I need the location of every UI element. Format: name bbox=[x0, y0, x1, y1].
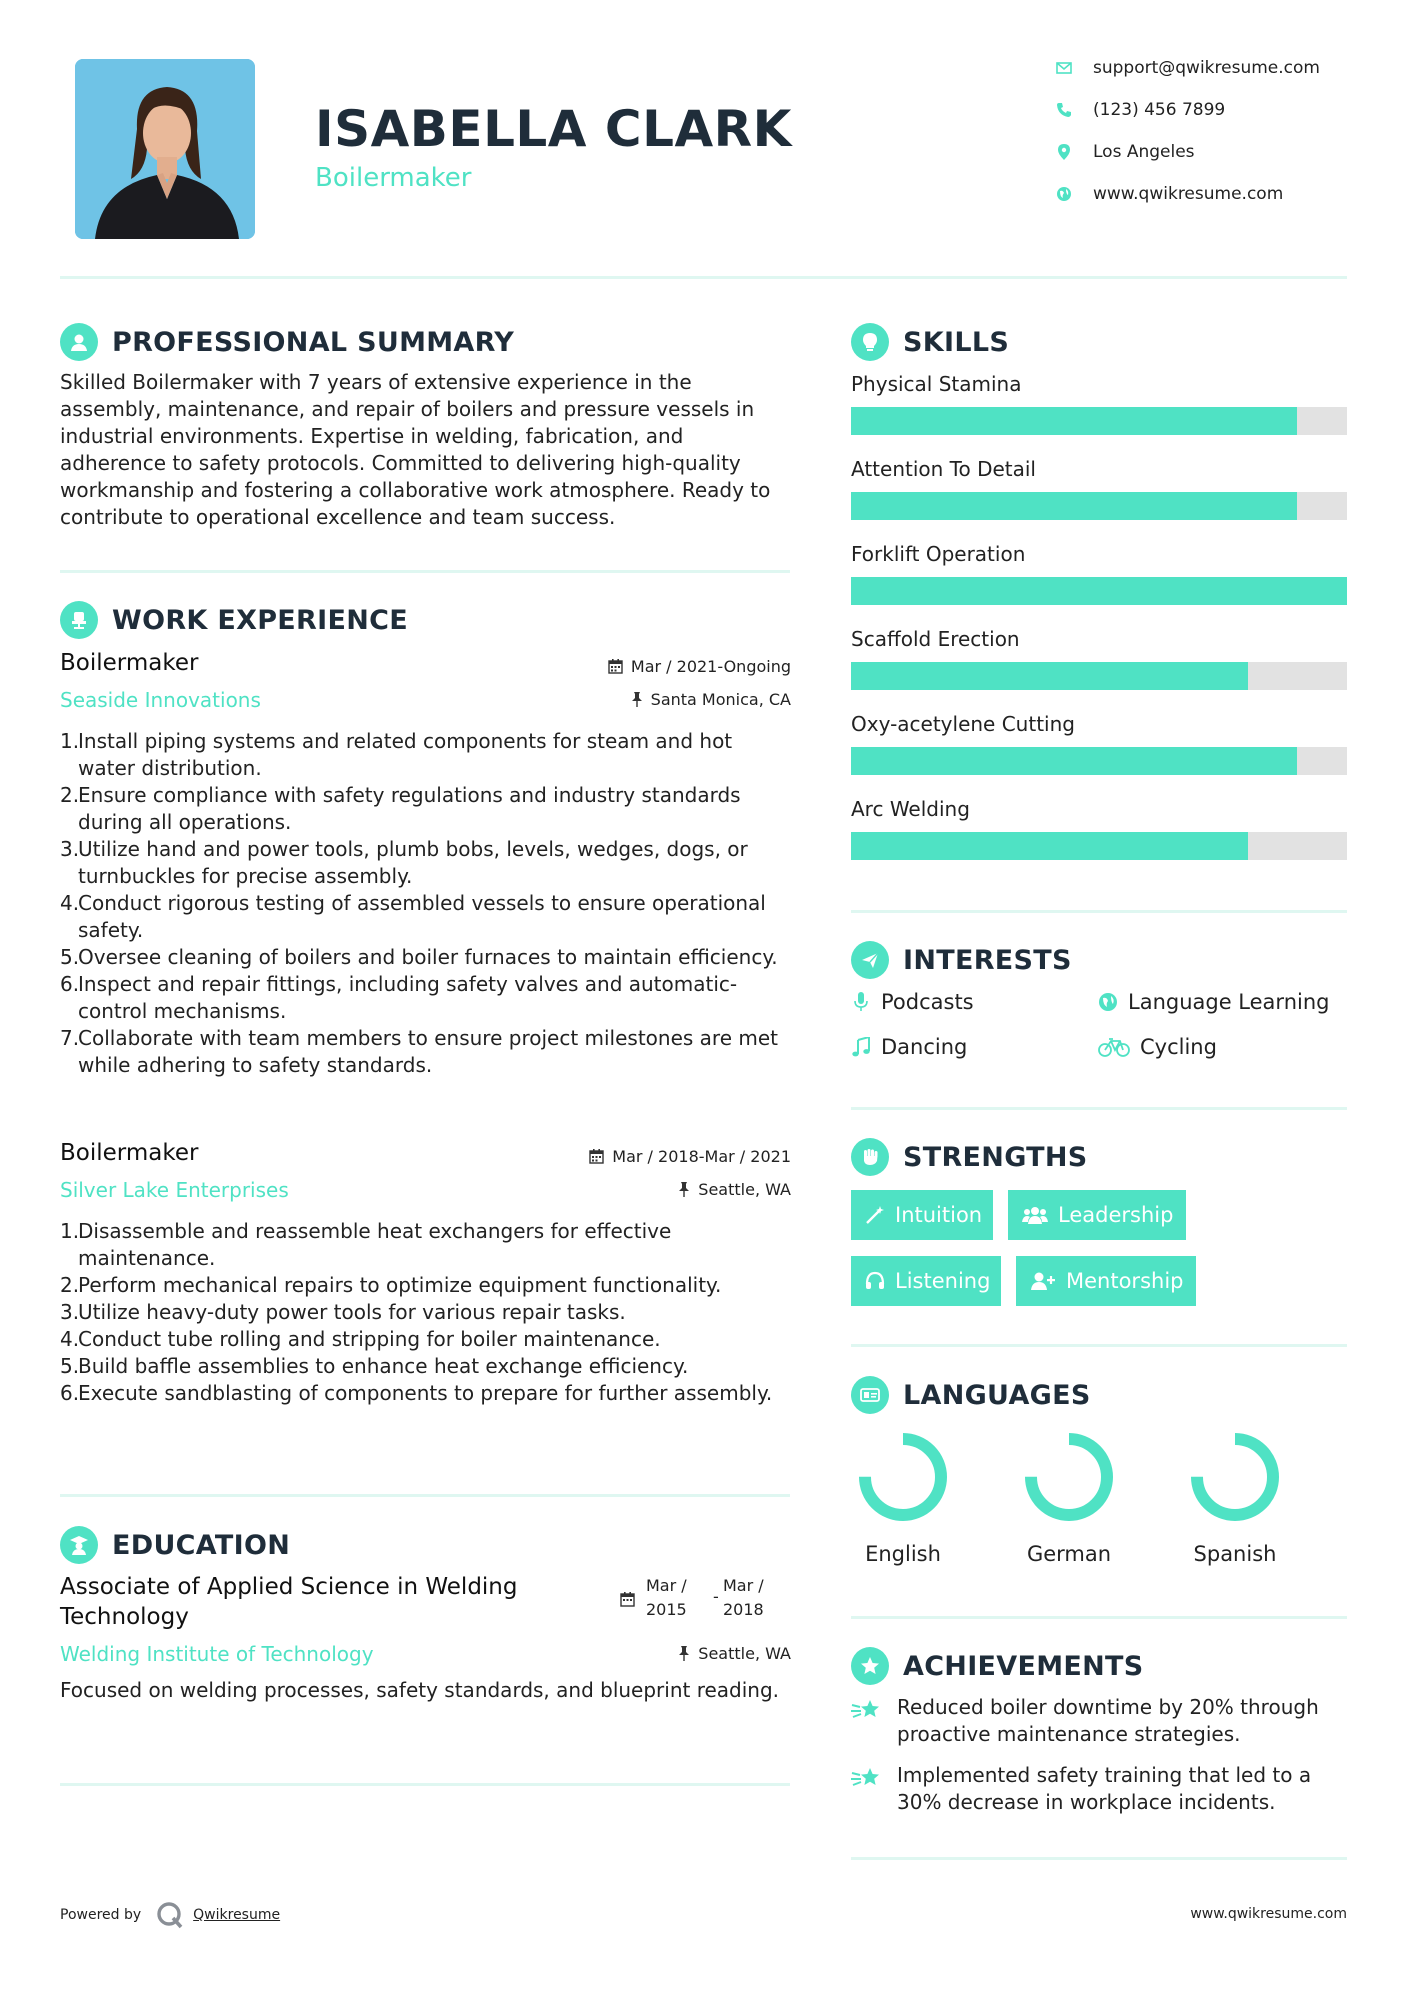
list-item: 3. Utilize heavy-duty power tools for various repair tasks. bbox=[60, 1300, 626, 1324]
interest-language-learning bbox=[1098, 990, 1329, 1014]
skill-label: Scaffold Erection bbox=[851, 627, 1020, 651]
job-1-company: Seaside Innovations bbox=[60, 688, 261, 712]
map-pin-icon bbox=[1055, 143, 1073, 161]
skill-bar-fill bbox=[851, 662, 1248, 690]
job-2-location bbox=[540, 1180, 791, 1199]
list-item: 6. Execute sandblasting of components to prepare for further assembly. bbox=[60, 1381, 773, 1405]
job-2-date bbox=[540, 1147, 791, 1166]
contact-phone[interactable] bbox=[1055, 100, 1225, 120]
skill-bar-fill bbox=[851, 747, 1297, 775]
achievement-item: Implemented safety training that led to a 30% decrease in workplace incidents. bbox=[851, 1762, 1347, 1816]
achievements-divider bbox=[851, 1857, 1347, 1860]
strengths-divider bbox=[851, 1344, 1347, 1347]
magic-wand-icon bbox=[865, 1205, 885, 1225]
globe-icon bbox=[1055, 185, 1073, 203]
languages-divider bbox=[851, 1616, 1347, 1619]
skill-label: Forklift Operation bbox=[851, 542, 1026, 566]
language-ring bbox=[1190, 1432, 1280, 1522]
languages-title: LANGUAGES bbox=[903, 1379, 1091, 1411]
interests-divider bbox=[851, 1107, 1347, 1110]
headphones-icon bbox=[865, 1271, 885, 1291]
profile-photo bbox=[75, 59, 255, 239]
language-label: German bbox=[1026, 1542, 1112, 1566]
skill-bar bbox=[851, 492, 1347, 520]
education-degree: Associate of Applied Science in Welding Technology bbox=[60, 1574, 518, 1630]
contact-location bbox=[1055, 142, 1195, 162]
fist-icon bbox=[851, 1138, 889, 1176]
skill-bar-fill bbox=[851, 577, 1347, 605]
experience-heading bbox=[60, 601, 408, 639]
strength-intuition: Intuition bbox=[851, 1190, 993, 1240]
summary-text: Skilled Boilermaker with 7 years of extensive experience in the assembly, maintenance, and repair of boilers and pressure vessels in industrial environments. Expertise in welding, fabrication, and adherence to safety protocols. Committed to delivering high-quality workmanship and fostering a collaborative work atmosphere. Ready to contribute to operational excellence and team success. bbox=[60, 370, 771, 529]
job-1-date bbox=[540, 657, 791, 676]
strengths-title: STRENGTHS bbox=[903, 1141, 1088, 1173]
skills-title: SKILLS bbox=[903, 326, 1010, 358]
list-item: 2. Ensure compliance with safety regulations and industry standards during all operations. bbox=[60, 783, 741, 834]
microphone-icon bbox=[851, 992, 871, 1012]
id-card-icon bbox=[851, 1376, 889, 1414]
achievements-title: ACHIEVEMENTS bbox=[903, 1650, 1144, 1682]
pushpin-icon bbox=[678, 1182, 690, 1197]
achievement-item: Reduced boiler downtime by 20% through proactive maintenance strategies. bbox=[851, 1694, 1347, 1748]
contact-website-text: www.qwikresume.com bbox=[1093, 184, 1284, 204]
skill-bar bbox=[851, 832, 1347, 860]
list-item: 3. Utilize hand and power tools, plumb bobs, levels, wedges, dogs, or turnbuckles for precise assembly. bbox=[60, 837, 748, 888]
experience-title: WORK EXPERIENCE bbox=[112, 604, 408, 636]
skill-bar bbox=[851, 662, 1347, 690]
achievements-heading bbox=[851, 1647, 1144, 1685]
language-ring bbox=[1024, 1432, 1114, 1522]
job-2-location-text: Seattle, WA bbox=[698, 1180, 791, 1199]
list-item: 1. Install piping systems and related components for steam and hot water distribution. bbox=[60, 729, 733, 780]
contact-email[interactable] bbox=[1055, 58, 1320, 78]
interest-label: Podcasts bbox=[881, 990, 974, 1014]
language-ring bbox=[858, 1432, 948, 1522]
contact-phone-text: (123) 456 7899 bbox=[1093, 100, 1226, 120]
job-1-title: Boilermaker bbox=[60, 650, 199, 676]
skill-label: Physical Stamina bbox=[851, 372, 1022, 396]
user-circle-icon bbox=[60, 323, 98, 361]
shooting-star-icon bbox=[851, 1694, 897, 1748]
calendar-icon bbox=[589, 1149, 604, 1164]
education-title: EDUCATION bbox=[112, 1529, 291, 1561]
contact-email-text: support@qwikresume.com bbox=[1093, 58, 1320, 78]
lightbulb-icon bbox=[851, 323, 889, 361]
list-item: 2. Perform mechanical repairs to optimize equipment functionality. bbox=[60, 1273, 722, 1297]
education-start-date: Mar / 2015 bbox=[646, 1576, 687, 1619]
language-label: Spanish bbox=[1193, 1542, 1277, 1566]
contact-website[interactable] bbox=[1055, 184, 1283, 204]
list-item: 6. Inspect and repair fittings, including safety valves and automatic-control mechanisms. bbox=[60, 972, 738, 1023]
languages-heading bbox=[851, 1376, 1091, 1414]
chair-icon bbox=[60, 601, 98, 639]
header-divider bbox=[60, 276, 1347, 279]
interest-podcasts bbox=[851, 990, 974, 1014]
users-icon bbox=[1022, 1205, 1048, 1225]
education-end-date: Mar / 2018 bbox=[723, 1576, 764, 1619]
star-badge-icon bbox=[851, 1647, 889, 1685]
skill-label: Oxy-acetylene Cutting bbox=[851, 712, 1075, 736]
summary-title: PROFESSIONAL SUMMARY bbox=[112, 326, 515, 358]
list-item: 5. Build baffle assemblies to enhance heat exchange efficiency. bbox=[60, 1354, 689, 1378]
pushpin-icon bbox=[678, 1646, 690, 1661]
interest-label: Language Learning bbox=[1128, 990, 1330, 1014]
skill-label: Arc Welding bbox=[851, 797, 970, 821]
interests-title: INTERESTS bbox=[903, 944, 1072, 976]
footer-powered-by: Powered by Qwikresume bbox=[60, 1900, 280, 1930]
interest-cycling bbox=[1098, 1035, 1217, 1059]
skill-bar bbox=[851, 747, 1347, 775]
summary-divider bbox=[60, 570, 790, 573]
list-item: 4. Conduct rigorous testing of assembled vessels to ensure operational safety. bbox=[60, 891, 766, 942]
skills-heading bbox=[851, 323, 1009, 361]
job-2-company: Silver Lake Enterprises bbox=[60, 1178, 289, 1202]
experience-divider bbox=[60, 1494, 790, 1497]
list-item: 7. Collaborate with team members to ensure project milestones are met while adhering to safety standards. bbox=[60, 1026, 778, 1077]
footer-url[interactable]: www.qwikresume.com bbox=[1190, 1906, 1347, 1922]
candidate-name: ISABELLA CLARK bbox=[315, 100, 792, 158]
job-2-date-text: Mar / 2018-Mar / 2021 bbox=[612, 1147, 791, 1166]
calendar-icon bbox=[620, 1592, 635, 1607]
envelope-icon bbox=[1055, 59, 1073, 77]
interests-heading bbox=[851, 941, 1072, 979]
footer-brand-link[interactable]: Qwikresume bbox=[193, 1907, 281, 1923]
job-2-duties bbox=[60, 1218, 790, 1407]
job-1-location-text: Santa Monica, CA bbox=[650, 690, 791, 709]
interest-label: Cycling bbox=[1140, 1035, 1217, 1059]
interest-dancing bbox=[851, 1035, 967, 1059]
education-date-dash: - bbox=[713, 1587, 719, 1606]
phone-icon bbox=[1055, 101, 1073, 119]
skills-divider bbox=[851, 910, 1347, 913]
skill-bar-fill bbox=[851, 832, 1248, 860]
job-1-date-text: Mar / 2021-Ongoing bbox=[630, 657, 791, 676]
job-2-title: Boilermaker bbox=[60, 1140, 199, 1166]
user-plus-icon bbox=[1030, 1271, 1056, 1291]
education-location-text: Seattle, WA bbox=[698, 1644, 791, 1663]
bicycle-icon bbox=[1098, 1037, 1130, 1057]
skill-bar bbox=[851, 407, 1347, 435]
strength-leadership: Leadership bbox=[1008, 1190, 1186, 1240]
education-school: Welding Institute of Technology bbox=[60, 1642, 374, 1666]
list-item: 1. Disassemble and reassemble heat exchangers for effective maintenance. bbox=[60, 1219, 672, 1270]
skill-label: Attention To Detail bbox=[851, 457, 1036, 481]
education-heading bbox=[60, 1526, 290, 1564]
paper-plane-icon bbox=[851, 941, 889, 979]
shooting-star-icon bbox=[851, 1762, 897, 1816]
pushpin-icon bbox=[631, 692, 643, 707]
strength-listening: Listening bbox=[851, 1256, 1001, 1306]
list-item: 4. Conduct tube rolling and stripping for boiler maintenance. bbox=[60, 1327, 661, 1351]
skill-bar-fill bbox=[851, 407, 1297, 435]
job-1-location bbox=[540, 690, 791, 709]
education-divider bbox=[60, 1783, 790, 1786]
skill-bar bbox=[851, 577, 1347, 605]
education-location bbox=[540, 1644, 791, 1663]
strengths-heading bbox=[851, 1138, 1088, 1176]
music-note-icon bbox=[851, 1037, 871, 1057]
globe-icon bbox=[1098, 992, 1118, 1012]
interest-label: Dancing bbox=[881, 1035, 968, 1059]
qwikresume-logo-icon bbox=[155, 1900, 185, 1930]
education-description: Focused on welding processes, safety standards, and blueprint reading. bbox=[60, 1678, 780, 1702]
candidate-role: Boilermaker bbox=[315, 163, 472, 193]
language-label: English bbox=[865, 1542, 941, 1566]
contact-location-text: Los Angeles bbox=[1093, 142, 1195, 162]
job-1-duties bbox=[60, 728, 790, 1079]
skill-bar-fill bbox=[851, 492, 1297, 520]
summary-heading bbox=[60, 323, 514, 361]
graduate-icon bbox=[60, 1526, 98, 1564]
list-item: 5. Oversee cleaning of boilers and boiler furnaces to maintain efficiency. bbox=[60, 945, 778, 969]
calendar-icon bbox=[608, 659, 623, 674]
strength-mentorship: Mentorship bbox=[1016, 1256, 1196, 1306]
